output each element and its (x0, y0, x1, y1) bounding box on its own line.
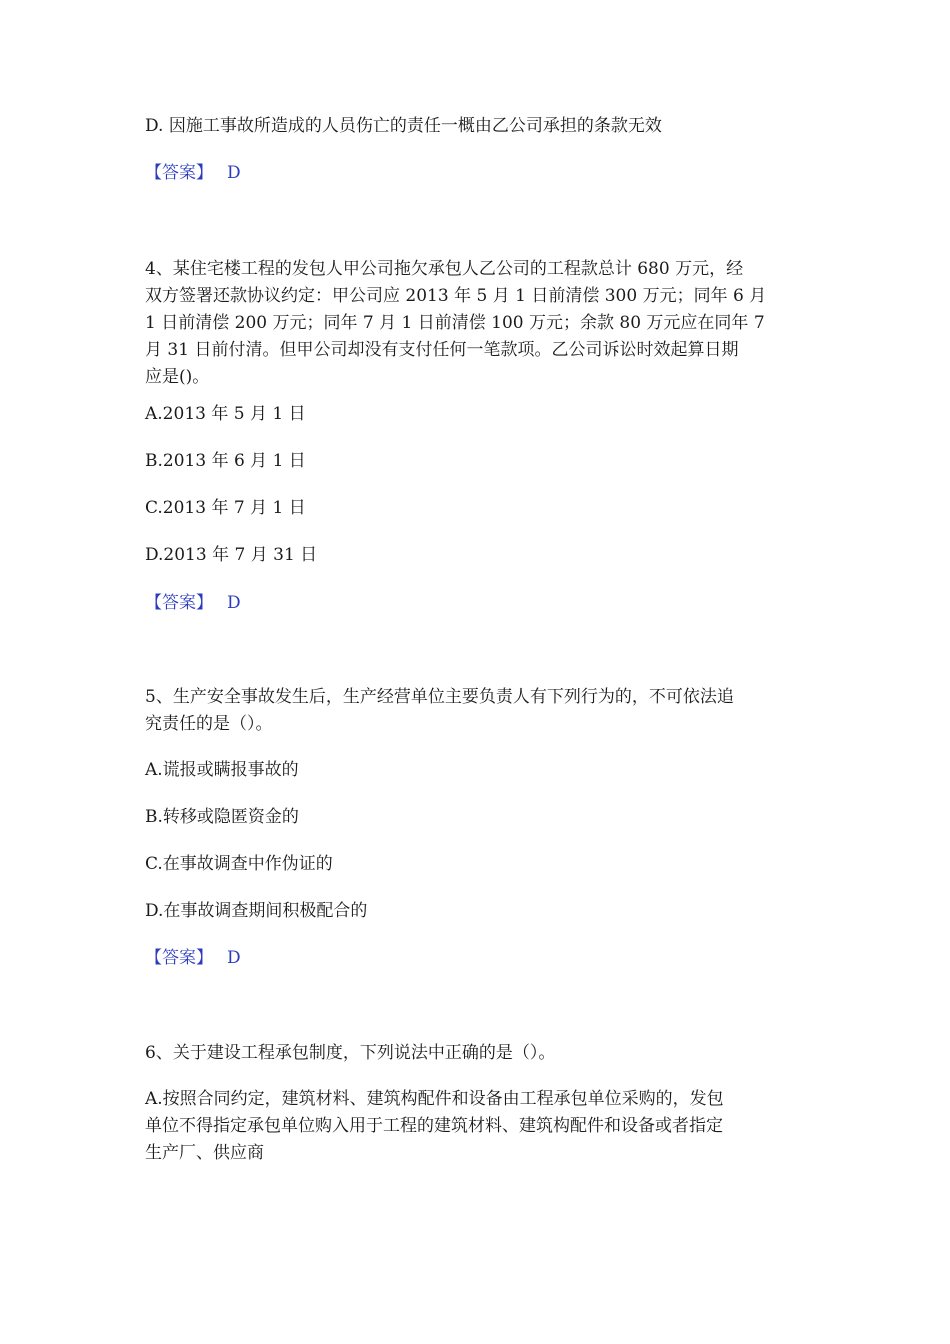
q4-option-a: A.2013 年 5 月 1 日 (145, 404, 306, 424)
answer-label: 【答案】 (145, 948, 213, 968)
q4-stem-line: 1 日前清偿 200 万元；同年 7 月 1 日前清偿 100 万元；余款 80 万元应在同年 7 (145, 313, 765, 333)
q4-stem (145, 256, 817, 391)
answer-value: D (227, 948, 241, 968)
q5-option-d: D.在事故调查期间积极配合的 (145, 901, 368, 921)
q4-option-d: D.2013 年 7 月 31 日 (145, 545, 318, 565)
q5-option-a: A.谎报或瞒报事故的 (145, 760, 299, 780)
answer-value: D (227, 593, 241, 613)
q5-stem (145, 684, 817, 738)
q3-option-d: D. 因施工事故所造成的人员伤亡的责任一概由乙公司承担的条款无效 (145, 116, 662, 136)
q6-stem: 6、关于建设工程承包制度，下列说法中正确的是（）。 (145, 1043, 556, 1063)
q4-option-c: C.2013 年 7 月 1 日 (145, 498, 306, 518)
q6-option-a-line: 生产厂、供应商 (145, 1143, 264, 1163)
q5-option-b: B.转移或隐匿资金的 (145, 807, 299, 827)
q5-option-c: C.在事故调查中作伪证的 (145, 854, 333, 874)
q4-stem-line: 月 31 日前付清。但甲公司却没有支付任何一笔款项。乙公司诉讼时效起算日期 (145, 340, 739, 360)
q5-answer (145, 945, 241, 971)
q3-answer (145, 160, 241, 186)
answer-label: 【答案】 (145, 163, 213, 183)
q4-option-b: B.2013 年 6 月 1 日 (145, 451, 306, 471)
answer-label: 【答案】 (145, 593, 213, 613)
q6-option-a-line: A.按照合同约定，建筑材料、建筑构配件和设备由工程承包单位采购的，发包 (145, 1089, 724, 1109)
q5-stem-line: 5、生产安全事故发生后，生产经营单位主要负责人有下列行为的，不可依法追 (145, 687, 734, 707)
q4-stem-line: 应是()。 (145, 367, 210, 387)
q4-stem-line: 双方签署还款协议约定：甲公司应 2013 年 5 月 1 日前清偿 300 万元；同年 6 月 (145, 286, 767, 306)
q6-option-a (145, 1086, 817, 1167)
q5-stem-line: 究责任的是（）。 (145, 714, 273, 734)
q4-answer (145, 590, 241, 616)
q6-option-a-line: 单位不得指定承包单位购入用于工程的建筑材料、建筑构配件和设备或者指定 (145, 1116, 723, 1136)
q4-stem-line: 4、某住宅楼工程的发包人甲公司拖欠承包人乙公司的工程款总计 680 万元，经 (145, 259, 744, 279)
answer-value: D (227, 163, 241, 183)
